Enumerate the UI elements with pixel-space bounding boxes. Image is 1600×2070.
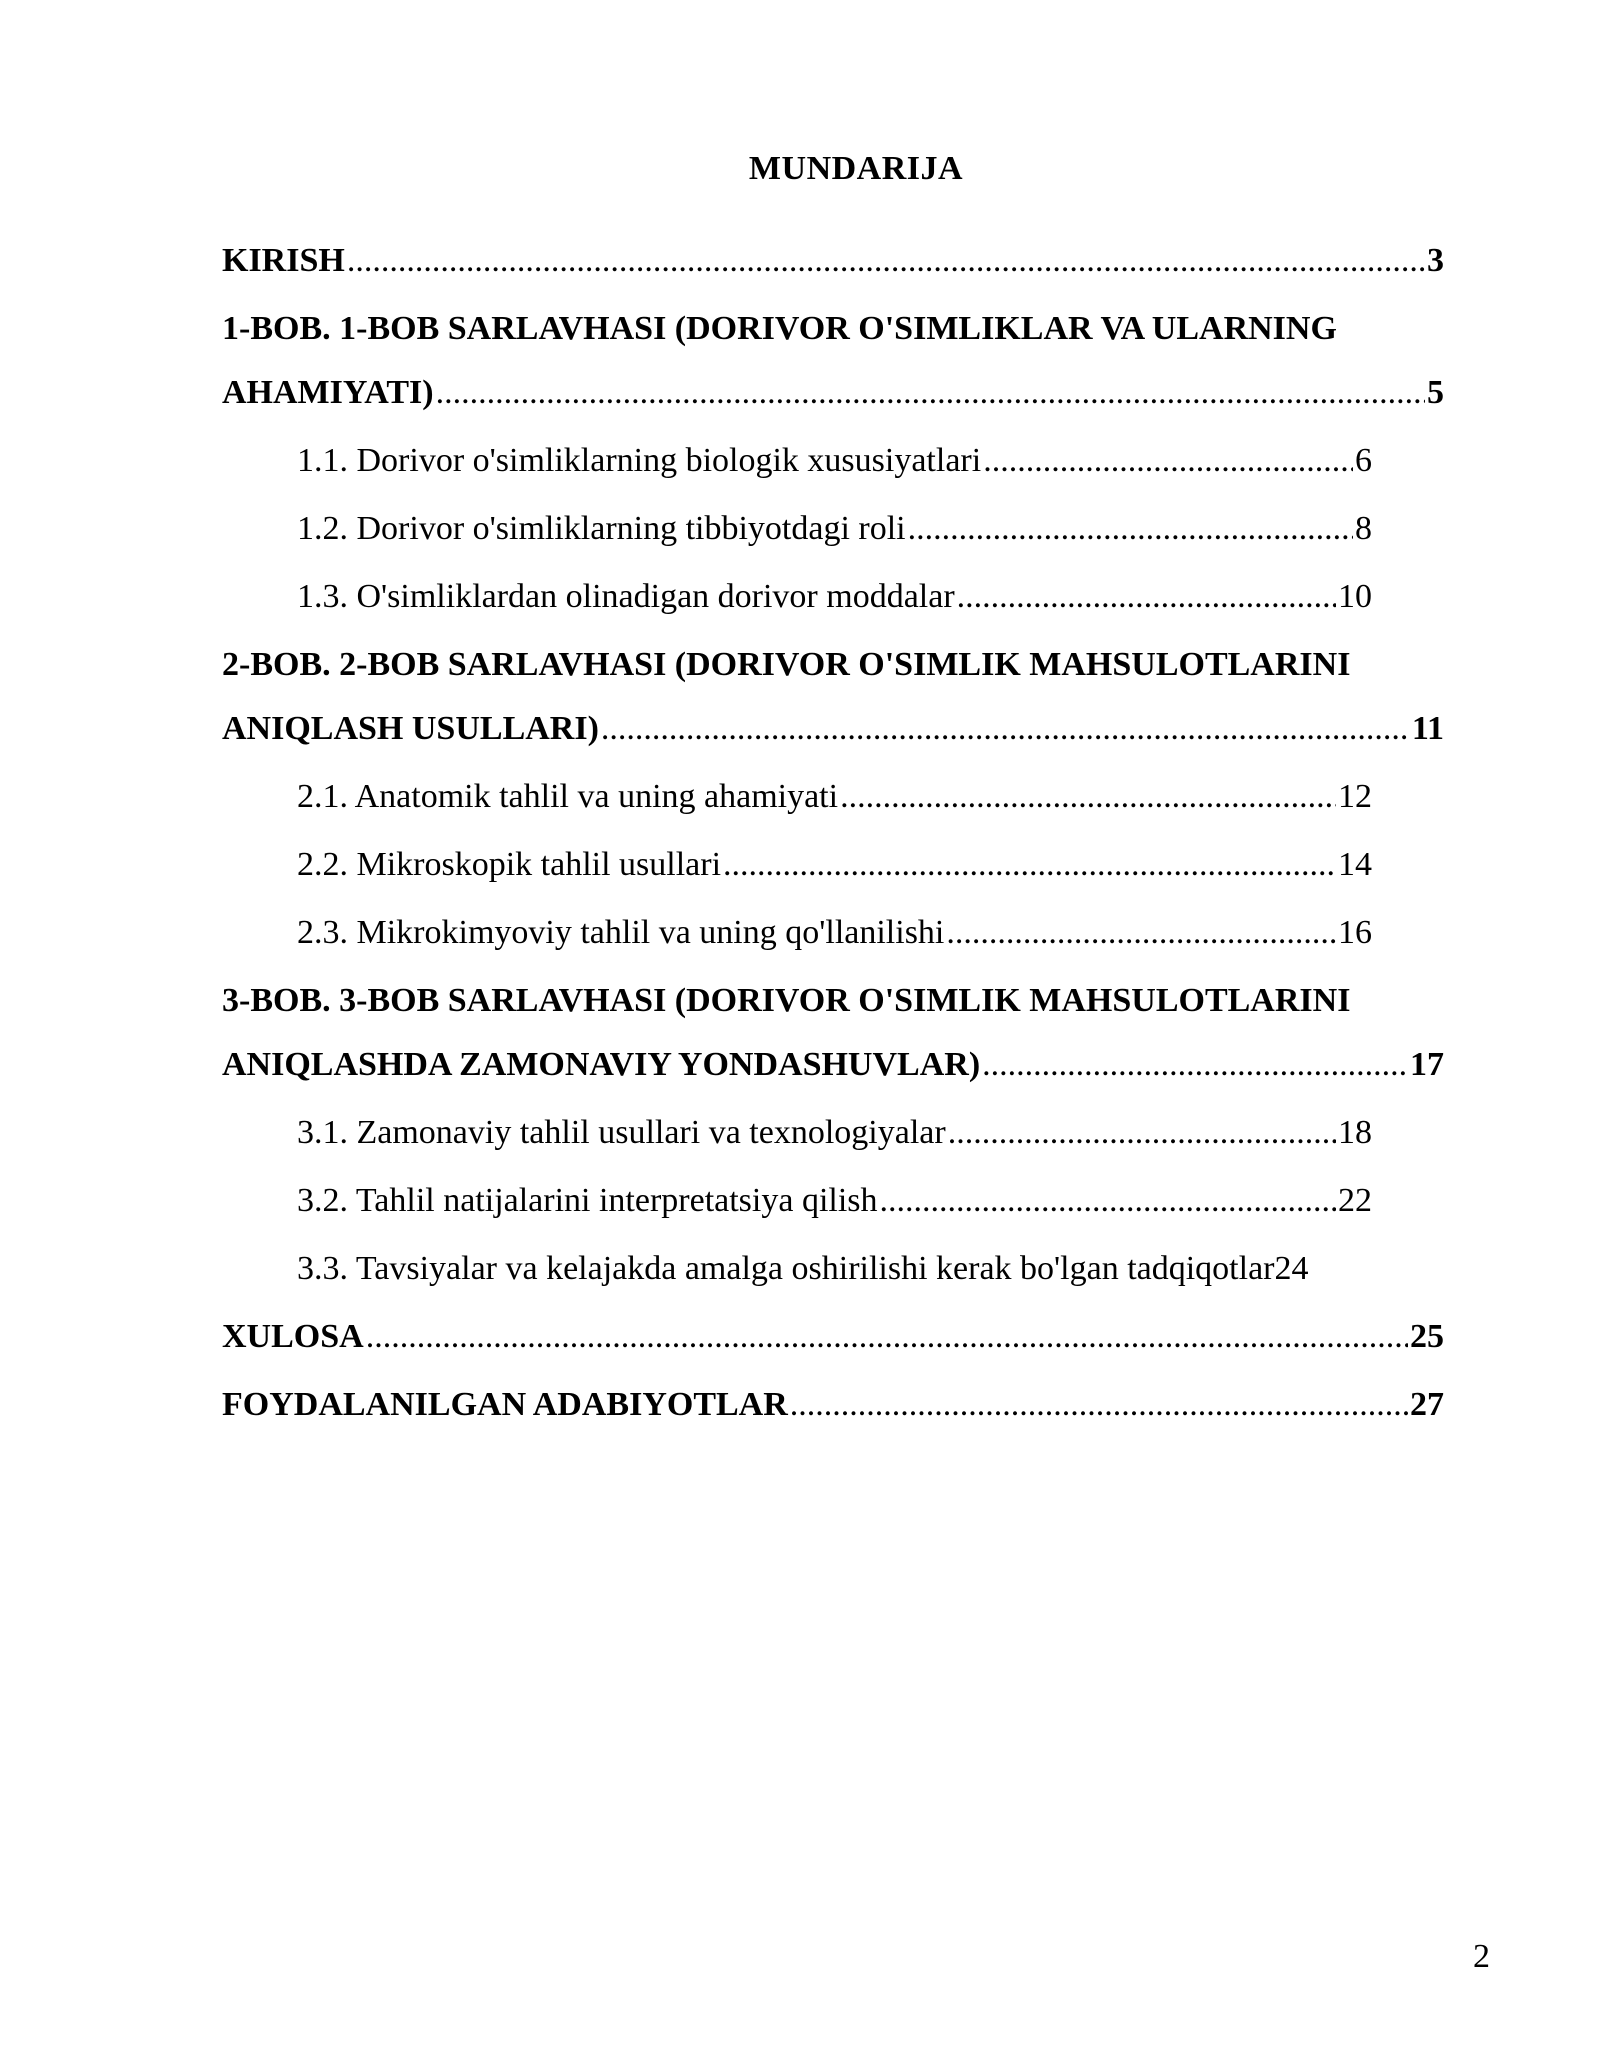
toc-entry-title-line1: 2-BOB. 2-BOB SARLAVHASI (DORIVOR O'SIMLIK MAHSULOTLARINI	[222, 646, 1351, 683]
toc-entry-page: 27	[1410, 1386, 1444, 1423]
leader-dots	[957, 574, 1336, 620]
toc-entry-title: 2.3. Mikrokimyoviy tahlil va uning qo'llanilishi	[297, 914, 945, 951]
toc-entry-section-2-3[interactable]	[297, 910, 1372, 956]
leader-dots	[908, 506, 1353, 552]
toc-entry-references[interactable]	[222, 1382, 1444, 1428]
toc-entry-section-3-1[interactable]	[297, 1110, 1372, 1156]
table-of-contents	[222, 238, 1444, 1450]
toc-entry-title: ANIQLASH USULLARI)	[222, 710, 599, 747]
toc-entry-page: 17	[1410, 1046, 1444, 1083]
toc-entry-title: 1.2. Dorivor o'simliklarning tibbiyotdagi roli	[297, 510, 906, 547]
toc-entry-page: 14	[1338, 846, 1372, 883]
toc-entry-page: 8	[1355, 510, 1372, 547]
toc-entry-title: 3.2. Tahlil natijalarini interpretatsiya qilish	[297, 1182, 878, 1219]
leader-dots	[983, 438, 1353, 484]
toc-entry-page: 3	[1427, 242, 1444, 279]
toc-entry-section-2-1[interactable]	[297, 774, 1372, 820]
toc-entry-title: 2.2. Mikroskopik tahlil usullari	[297, 846, 722, 883]
leader-dots	[982, 1042, 1408, 1088]
leader-dots	[948, 1110, 1336, 1156]
page-number: 2	[1473, 1938, 1490, 1975]
toc-entry-section-3-3[interactable]	[297, 1246, 1372, 1292]
toc-entry-xulosa[interactable]	[222, 1314, 1444, 1360]
leader-dots	[946, 910, 1336, 956]
toc-entry-page: 18	[1338, 1114, 1372, 1151]
leader-dots	[880, 1178, 1336, 1224]
toc-entry-page: 6	[1355, 442, 1372, 479]
toc-entry-chapter-3[interactable]	[222, 978, 1444, 1088]
leader-dots	[601, 706, 1410, 752]
toc-entry-section-1-2[interactable]	[297, 506, 1372, 552]
toc-entry-section-1-3[interactable]	[297, 574, 1372, 620]
toc-entry-title: 1.1. Dorivor o'simliklarning biologik xususiyatlari	[297, 442, 982, 479]
toc-entry-section-1-1[interactable]	[297, 438, 1372, 484]
toc-entry-page: 16	[1338, 914, 1372, 951]
toc-title: MUNDARIJA	[748, 150, 964, 187]
toc-entry-title: FOYDALANILGAN ADABIYOTLAR	[222, 1386, 788, 1423]
toc-entry-title: 1.3. O'simliklardan olinadigan dorivor moddalar	[297, 578, 955, 615]
toc-entry-title: 3.3. Tavsiyalar va kelajakda amalga oshirilishi kerak bo'lgan tadqiqotlar24	[297, 1250, 1309, 1287]
toc-entry-title-line1: 3-BOB. 3-BOB SARLAVHASI (DORIVOR O'SIMLIK MAHSULOTLARINI	[222, 982, 1351, 1019]
toc-entry-title: 3.1. Zamonaviy tahlil usullari va texnologiyalar	[297, 1114, 946, 1151]
toc-entry-chapter-1[interactable]	[222, 306, 1444, 416]
leader-dots	[840, 774, 1336, 820]
toc-entry-title-line1: 1-BOB. 1-BOB SARLAVHASI (DORIVOR O'SIMLIKLAR VA ULARNING	[222, 310, 1337, 347]
toc-entry-section-2-2[interactable]	[297, 842, 1372, 888]
leader-dots	[347, 238, 1425, 284]
leader-dots	[790, 1382, 1408, 1428]
toc-entry-page: 10	[1338, 578, 1372, 615]
toc-entry-page: 22	[1338, 1182, 1372, 1219]
toc-entry-kirish[interactable]	[222, 238, 1444, 284]
leader-dots	[436, 370, 1425, 416]
toc-entry-page: 12	[1338, 778, 1372, 815]
toc-entry-page: 25	[1410, 1318, 1444, 1355]
toc-entry-chapter-2[interactable]	[222, 642, 1444, 752]
toc-entry-title: ANIQLASHDA ZAMONAVIY YONDASHUVLAR)	[222, 1046, 981, 1083]
leader-dots	[366, 1314, 1408, 1360]
toc-entry-page: 11	[1411, 710, 1444, 747]
toc-entry-title: AHAMIYATI)	[222, 374, 434, 411]
toc-entry-title: XULOSA	[222, 1318, 364, 1355]
toc-entry-title: KIRISH	[222, 242, 345, 279]
toc-entry-page: 5	[1427, 374, 1444, 411]
toc-entry-section-3-2[interactable]	[297, 1178, 1372, 1224]
toc-entry-title: 2.1. Anatomik tahlil va uning ahamiyati	[297, 778, 839, 815]
leader-dots	[723, 842, 1336, 888]
